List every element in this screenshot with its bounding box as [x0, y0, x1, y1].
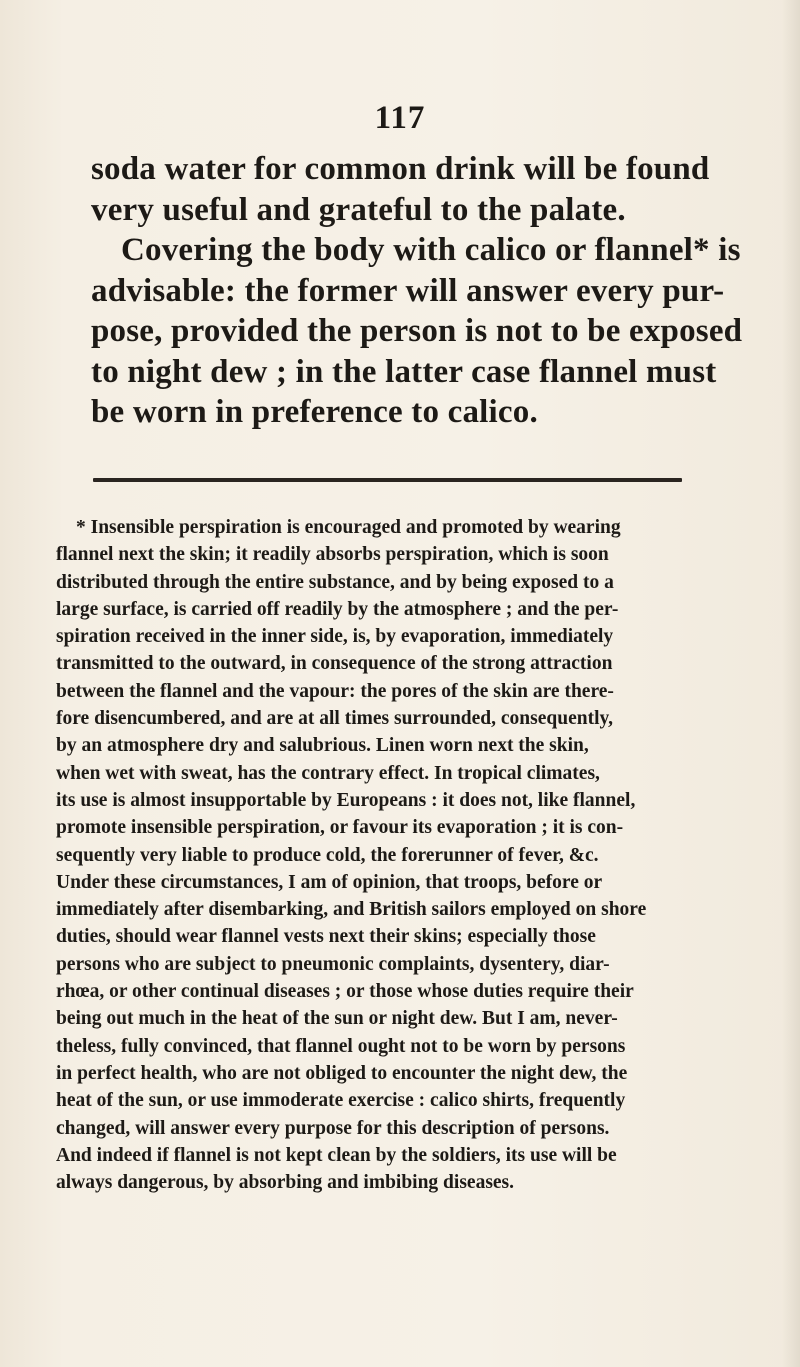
footnote-line: heat of the sun, or use immoderate exercise : calico shirts, frequently — [56, 1090, 626, 1112]
footnote-line: promote insensible perspiration, or favour its evaporation ; it is con- — [56, 817, 624, 839]
footnote-line: duties, should wear flannel vests next their skins; especially those — [56, 926, 596, 948]
footnote-line: always dangerous, by absorbing and imbibing diseases. — [56, 1172, 515, 1194]
footnote-line: changed, will answer every purpose for this description of persons. — [56, 1117, 610, 1139]
main-paragraph — [91, 149, 743, 433]
footnote-line: * Insensible perspiration is encouraged and promoted by wearing — [76, 517, 621, 538]
main-text-line: to night dew ; in the latter case flannel must — [91, 353, 717, 390]
page-edge-shadow — [782, 0, 800, 1367]
footnote-line: Under these circumstances, I am of opinion, that troops, before or — [56, 871, 603, 893]
footnote-line: large surface, is carried off readily by the atmosphere ; and the per- — [56, 598, 619, 620]
main-text-line: advisable: the former will answer every pur- — [91, 272, 725, 309]
main-text-line: pose, provided the person is not to be exposed — [91, 313, 743, 349]
footnote-line: its use is almost insupportable by Europeans : it does not, like flannel, — [56, 789, 636, 811]
footnote-separator-rule — [93, 478, 682, 482]
footnote-line: sequently very liable to produce cold, the forerunner of fever, &c. — [56, 844, 599, 866]
footnote-line: in perfect health, who are not obliged to encounter the night dew, the — [56, 1062, 628, 1084]
footnote-line: immediately after disembarking, and British sailors employed on shore — [56, 899, 647, 921]
footnote-line: transmitted to the outward, in consequence of the strong attraction — [56, 653, 613, 675]
main-text-line: be worn in preference to calico. — [91, 394, 538, 430]
footnote-line: And indeed if flannel is not kept clean by the soldiers, its use will be — [56, 1144, 617, 1166]
footnote-line: spiration received in the inner side, is, by evaporation, immediately — [56, 626, 614, 648]
page-number: 117 — [374, 100, 426, 136]
main-text-line: soda water for common drink will be found — [91, 151, 710, 187]
main-text-line: very useful and grateful to the palate. — [91, 191, 626, 228]
footnote-line: theless, fully convinced, that flannel ought not to be worn by persons — [56, 1035, 626, 1057]
footnote-line: fore disencumbered, and are at all times surrounded, consequently, — [56, 708, 614, 730]
footnote-line: persons who are subject to pneumonic complaints, dysentery, diar- — [56, 953, 610, 975]
footnote-line: being out much in the heat of the sun or night dew. But I am, never- — [56, 1008, 618, 1030]
footnote-line: rhœa, or other continual diseases ; or those whose duties require their — [56, 981, 634, 1003]
footnote-line: by an atmosphere dry and salubrious. Linen worn next the skin, — [56, 735, 589, 757]
footnote-line: flannel next the skin; it readily absorbs perspiration, which is soon — [56, 544, 609, 566]
footnote-line: when wet with sweat, has the contrary effect. In tropical climates, — [56, 762, 600, 784]
footnote — [56, 514, 756, 1196]
footnote-line: distributed through the entire substance, and by being exposed to a — [56, 571, 614, 593]
footnote-line: between the flannel and the vapour: the pores of the skin are there- — [56, 680, 614, 702]
main-text-line: Covering the body with calico or flannel* is — [121, 232, 741, 268]
